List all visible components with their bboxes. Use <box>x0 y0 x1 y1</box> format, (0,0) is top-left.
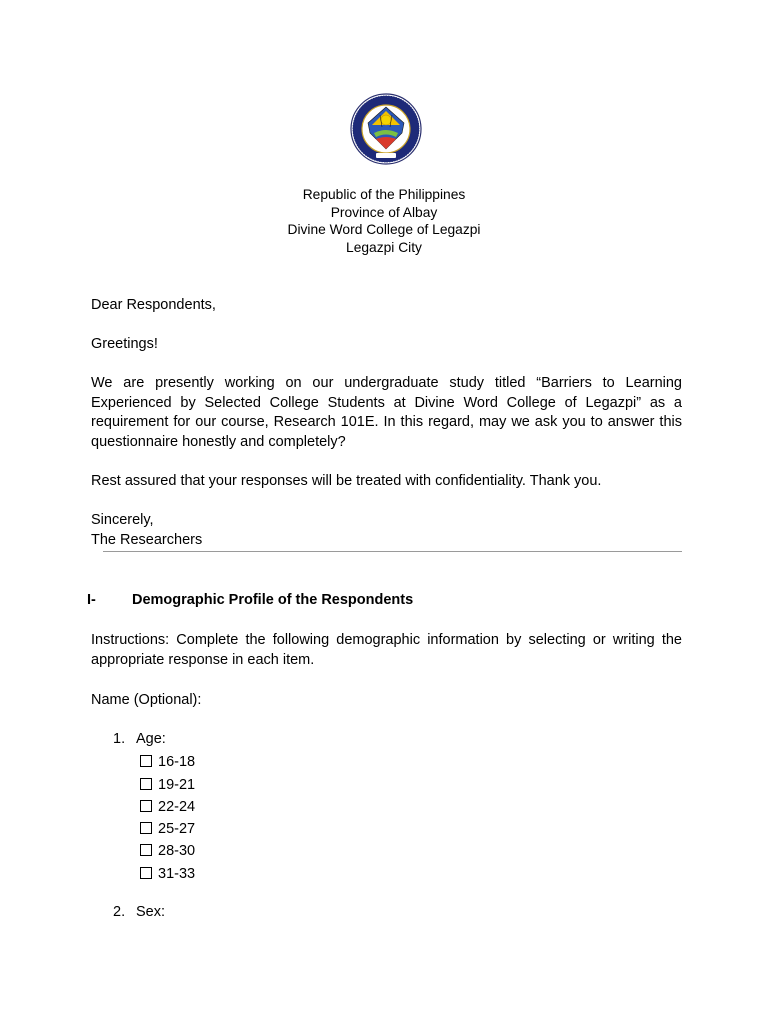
option-label: 16-18 <box>158 754 196 770</box>
header-line-province: Province of Albay <box>330 204 438 220</box>
section-number: I- <box>87 592 96 608</box>
greeting: Greetings! <box>91 336 158 352</box>
signature: The Researchers <box>91 532 203 548</box>
checkbox-icon[interactable] <box>140 800 152 812</box>
header-line-republic: Republic of the Philippines <box>302 187 466 202</box>
age-option-25-27[interactable] <box>140 818 195 840</box>
question-number: 1. <box>113 731 126 747</box>
instructions: Instructions: Complete the following demographic information by selecting or writing the appropriate response in each item. <box>91 632 682 668</box>
age-option-31-33[interactable] <box>140 863 195 885</box>
salutation: Dear Respondents, <box>91 297 216 313</box>
option-label: 25-27 <box>158 821 196 837</box>
age-option-16-18[interactable] <box>140 751 195 773</box>
checkbox-icon[interactable] <box>140 867 152 879</box>
age-option-22-24[interactable] <box>140 796 195 818</box>
name-field-label[interactable]: Name (Optional): <box>91 692 202 708</box>
option-label: 19-21 <box>158 777 196 793</box>
checkbox-icon[interactable] <box>140 755 152 767</box>
question-age-label: Age: <box>136 731 166 747</box>
section-title: Demographic Profile of the Respondents <box>132 592 414 608</box>
closing: Sincerely, <box>91 512 154 528</box>
option-label: 31-33 <box>158 866 196 882</box>
checkbox-icon[interactable] <box>140 822 152 834</box>
checkbox-icon[interactable] <box>140 844 152 856</box>
option-label: 28-30 <box>158 843 196 859</box>
checkbox-icon[interactable] <box>140 778 152 790</box>
option-label: 22-24 <box>158 799 196 815</box>
age-option-28-30[interactable] <box>140 840 195 862</box>
college-seal <box>350 93 422 165</box>
confidentiality-note: Rest assured that your responses will be treated with confidentiality. Thank you. <box>91 473 602 489</box>
question-number: 2. <box>113 904 126 920</box>
divider-line <box>103 551 682 552</box>
age-option-19-21[interactable] <box>140 774 195 796</box>
header-line-college: Divine Word College of Legazpi <box>287 222 481 238</box>
letter-body: We are presently working on our undergraduate study titled “Barriers to Learning Experienced by Selected College Students at Divine Word College of Legazpi” as a requirement for our course, Research 101E. In this regard, may we ask you to answer this questionnaire honestly and completely? <box>91 375 682 450</box>
question-sex-label: Sex: <box>136 904 166 920</box>
institution-header <box>0 186 768 256</box>
header-line-city: Legazpi City <box>346 239 422 255</box>
